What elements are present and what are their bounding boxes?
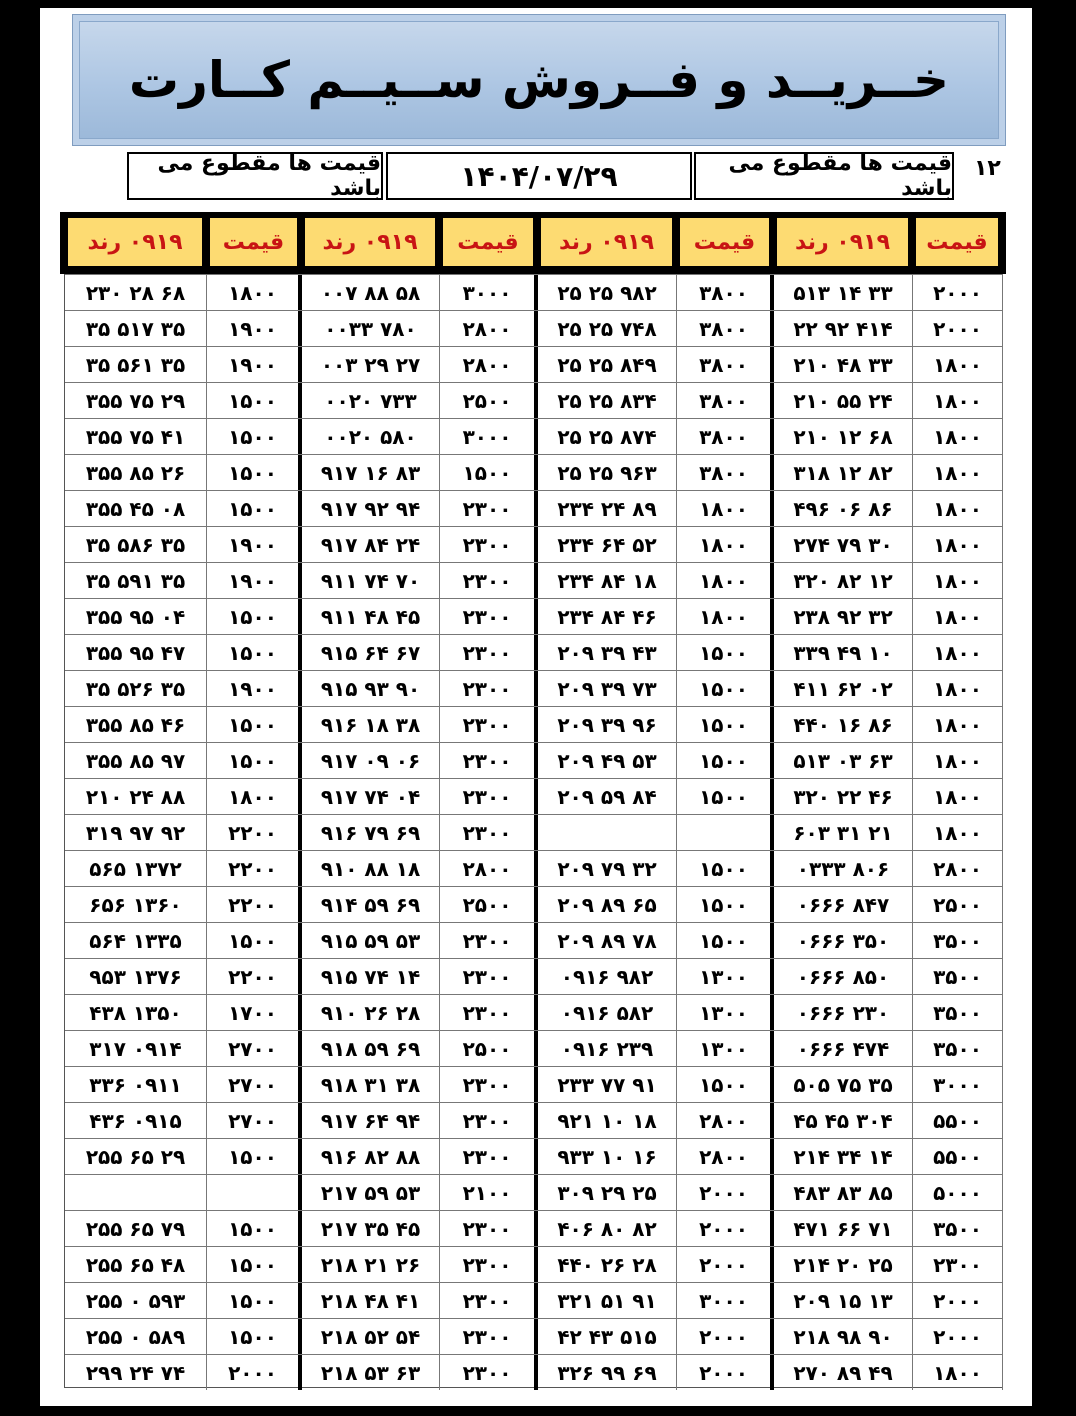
table-row — [65, 490, 1003, 526]
table-row — [65, 1102, 1003, 1138]
number-cell: ۴۷۱ ۶۶ ۷۱ — [774, 1211, 913, 1246]
number-cell: ۵۰۵ ۷۵ ۳۵ — [774, 1067, 913, 1102]
price-cell: ۲۳۰۰ — [440, 1067, 538, 1102]
number-cell: ۰۶۶۶ ۲۳۰ — [774, 995, 913, 1030]
number-cell: ۵۱۳ ۱۴ ۳۳ — [774, 275, 913, 310]
number-cell: ۲۱۸ ۹۸ ۹۰ — [774, 1319, 913, 1354]
price-cell: ۱۵۰۰ — [677, 923, 774, 958]
price-cell: ۲۷۰۰ — [207, 1031, 302, 1066]
table-row — [65, 1318, 1003, 1354]
number-cell: ۹۱۷ ۶۴ ۹۴ — [302, 1103, 440, 1138]
price-cell: ۱۵۰۰ — [207, 1319, 302, 1354]
price-cell: ۱۵۰۰ — [207, 383, 302, 418]
number-cell: ۹۳۳ ۱۰ ۱۶ — [538, 1139, 677, 1174]
number-cell: ۵۱۳ ۰۳ ۶۳ — [774, 743, 913, 778]
number-cell: ۰۶۶۶ ۴۷۴ — [774, 1031, 913, 1066]
price-cell: ۱۸۰۰ — [677, 599, 774, 634]
number-cell: ۳۱۹ ۹۷ ۹۲ — [65, 815, 207, 850]
number-cell: ۴۴۰ ۲۶ ۲۸ — [538, 1247, 677, 1282]
number-cell: ۲۰۹ ۵۹ ۸۴ — [538, 779, 677, 814]
price-cell — [677, 815, 774, 850]
price-table — [64, 274, 1002, 1388]
number-cell: ۹۲۱ ۱۰ ۱۸ — [538, 1103, 677, 1138]
number-cell: ۹۱۵ ۶۴ ۶۷ — [302, 635, 440, 670]
number-cell: ۲۱۸ ۴۸ ۴۱ — [302, 1283, 440, 1318]
price-cell: ۲۳۰۰ — [440, 563, 538, 598]
table-row — [65, 922, 1003, 958]
number-cell: ۳۲۱ ۵۱ ۹۱ — [538, 1283, 677, 1318]
price-cell: ۲۳۰۰ — [440, 1319, 538, 1354]
price-cell: ۱۸۰۰ — [913, 1355, 1003, 1390]
header-number: ۰۹۱۹ رند — [68, 218, 202, 266]
price-cell: ۳۵۰۰ — [913, 1211, 1003, 1246]
price-cell: ۱۵۰۰ — [207, 1247, 302, 1282]
price-cell: ۲۰۰۰ — [913, 1283, 1003, 1318]
number-cell: ۴۲ ۴۳ ۵۱۵ — [538, 1319, 677, 1354]
number-cell: ۳۵ ۵۱۷ ۳۵ — [65, 311, 207, 346]
number-cell: ۲۰۹ ۸۹ ۷۸ — [538, 923, 677, 958]
number-cell: ۲۳۸ ۹۲ ۳۲ — [774, 599, 913, 634]
price-cell: ۲۳۰۰ — [440, 491, 538, 526]
price-cell: ۲۸۰۰ — [440, 347, 538, 382]
price-cell: ۱۵۰۰ — [207, 923, 302, 958]
price-cell: ۵۰۰۰ — [913, 1175, 1003, 1210]
price-cell: ۱۸۰۰ — [913, 383, 1003, 418]
number-cell — [65, 1175, 207, 1210]
price-cell: ۱۵۰۰ — [677, 671, 774, 706]
number-cell: ۴۰۶ ۸۰ ۸۲ — [538, 1211, 677, 1246]
number-cell: ۵۶۵ ۱۳۷۲ — [65, 851, 207, 886]
number-cell: ۰۶۶۶ ۳۵۰ — [774, 923, 913, 958]
price-cell: ۱۳۰۰ — [677, 959, 774, 994]
number-cell: ۲۱۷ ۵۹ ۵۳ — [302, 1175, 440, 1210]
table-row — [65, 1210, 1003, 1246]
number-cell: ۲۱۰ ۴۸ ۳۳ — [774, 347, 913, 382]
number-cell: ۲۱۰ ۲۴ ۸۸ — [65, 779, 207, 814]
price-cell: ۱۵۰۰ — [207, 1211, 302, 1246]
number-cell: ۹۱۷ ۱۶ ۸۳ — [302, 455, 440, 490]
price-cell: ۲۳۰۰ — [913, 1247, 1003, 1282]
price-cell: ۱۵۰۰ — [207, 455, 302, 490]
table-row — [65, 562, 1003, 598]
number-cell: ۴۱۱ ۶۲ ۰۲ — [774, 671, 913, 706]
price-cell: ۲۰۰۰ — [677, 1355, 774, 1390]
price-cell: ۱۸۰۰ — [677, 527, 774, 562]
price-cell: ۱۸۰۰ — [913, 779, 1003, 814]
price-cell: ۲۵۰۰ — [440, 1031, 538, 1066]
header-number: ۰۹۱۹ رند — [541, 218, 672, 266]
price-cell: ۳۰۰۰ — [913, 1067, 1003, 1102]
number-cell: ۲۰۹ ۳۹ ۹۶ — [538, 707, 677, 742]
table-row — [65, 598, 1003, 634]
price-cell: ۲۳۰۰ — [440, 1283, 538, 1318]
table-row — [65, 634, 1003, 670]
number-cell: ۲۳۴ ۶۴ ۵۲ — [538, 527, 677, 562]
header-price: قیمت — [443, 218, 533, 266]
number-cell: ۹۱۶ ۱۸ ۳۸ — [302, 707, 440, 742]
price-cell: ۱۵۰۰ — [207, 635, 302, 670]
number-cell: ۰۰۳ ۲۹ ۲۷ — [302, 347, 440, 382]
number-cell: ۳۳۹ ۴۹ ۱۰ — [774, 635, 913, 670]
number-cell: ۹۱۷ ۹۲ ۹۴ — [302, 491, 440, 526]
table-row — [65, 274, 1003, 310]
table-row — [65, 1246, 1003, 1282]
price-cell: ۲۷۰۰ — [207, 1103, 302, 1138]
number-cell: ۹۱۰ ۸۸ ۱۸ — [302, 851, 440, 886]
price-cell: ۱۷۰۰ — [207, 995, 302, 1030]
number-cell: ۶۰۳ ۳۱ ۲۱ — [774, 815, 913, 850]
price-cell: ۲۰۰۰ — [913, 275, 1003, 310]
price-cell: ۲۳۰۰ — [440, 1211, 538, 1246]
price-cell: ۲۳۰۰ — [440, 527, 538, 562]
table-row — [65, 1030, 1003, 1066]
price-cell: ۱۵۰۰ — [207, 743, 302, 778]
price-cell: ۱۸۰۰ — [913, 563, 1003, 598]
price-cell: ۳۵۰۰ — [913, 1031, 1003, 1066]
header-price: قیمت — [680, 218, 769, 266]
price-cell: ۱۸۰۰ — [913, 707, 1003, 742]
table-row — [65, 1066, 1003, 1102]
number-cell: ۹۱۷ ۸۴ ۲۴ — [302, 527, 440, 562]
table-header — [60, 212, 1006, 274]
number-cell: ۴۸۳ ۸۳ ۸۵ — [774, 1175, 913, 1210]
number-cell: ۲۵ ۲۵ ۸۳۴ — [538, 383, 677, 418]
fixed-price-note-right: قیمت ها مقطوع می باشد — [694, 152, 954, 200]
number-cell: ۳۲۶ ۹۹ ۶۹ — [538, 1355, 677, 1390]
number-cell: ۲۳۴ ۸۴ ۱۸ — [538, 563, 677, 598]
price-cell: ۲۵۰۰ — [913, 887, 1003, 922]
table-row — [65, 994, 1003, 1030]
price-cell: ۱۹۰۰ — [207, 527, 302, 562]
price-cell: ۲۲۰۰ — [207, 887, 302, 922]
table-row — [65, 670, 1003, 706]
price-cell: ۲۵۰۰ — [440, 887, 538, 922]
price-cell: ۳۸۰۰ — [677, 455, 774, 490]
price-cell: ۱۵۰۰ — [677, 887, 774, 922]
price-cell: ۳۸۰۰ — [677, 275, 774, 310]
price-cell: ۲۳۰۰ — [440, 995, 538, 1030]
price-cell: ۳۵۰۰ — [913, 923, 1003, 958]
number-cell: ۲۰۹ ۷۹ ۳۲ — [538, 851, 677, 886]
table-row — [65, 1174, 1003, 1210]
price-cell: ۲۸۰۰ — [913, 851, 1003, 886]
table-row — [65, 850, 1003, 886]
table-row — [65, 958, 1003, 994]
price-cell: ۱۸۰۰ — [207, 275, 302, 310]
table-row — [65, 382, 1003, 418]
number-cell: ۲۰۹ ۴۹ ۵۳ — [538, 743, 677, 778]
number-cell: ۳۵۵ ۸۵ ۹۷ — [65, 743, 207, 778]
table-row — [65, 454, 1003, 490]
number-cell — [538, 815, 677, 850]
header-price: قیمت — [916, 218, 998, 266]
price-cell: ۱۳۰۰ — [677, 995, 774, 1030]
price-cell: ۲۲۰۰ — [207, 959, 302, 994]
number-cell: ۲۷۴ ۷۹ ۳۰ — [774, 527, 913, 562]
number-cell: ۳۵ ۵۲۶ ۳۵ — [65, 671, 207, 706]
number-cell: ۲۵۵ ۶۵ ۲۹ — [65, 1139, 207, 1174]
number-cell: ۹۱۸ ۳۱ ۳۸ — [302, 1067, 440, 1102]
number-cell: ۲۵ ۲۵ ۷۴۸ — [538, 311, 677, 346]
number-cell: ۹۱۵ ۹۳ ۹۰ — [302, 671, 440, 706]
price-cell: ۲۳۰۰ — [440, 1355, 538, 1390]
price-cell: ۱۸۰۰ — [913, 815, 1003, 850]
number-cell: ۶۵۶ ۱۳۶۰ — [65, 887, 207, 922]
price-cell: ۲۳۰۰ — [440, 707, 538, 742]
date-box: ۱۴۰۴/۰۷/۲۹ — [386, 152, 692, 200]
number-cell: ۹۱۷ ۷۴ ۰۴ — [302, 779, 440, 814]
table-row — [65, 1138, 1003, 1174]
number-cell: ۲۱۷ ۳۵ ۴۵ — [302, 1211, 440, 1246]
table-row — [65, 1354, 1003, 1390]
number-cell: ۳۰۹ ۲۹ ۲۵ — [538, 1175, 677, 1210]
number-cell: ۹۱۰ ۲۶ ۲۸ — [302, 995, 440, 1030]
number-cell: ۲۳۰ ۲۸ ۶۸ — [65, 275, 207, 310]
number-cell: ۳۳۶ ۰۹۱۱ — [65, 1067, 207, 1102]
number-cell: ۰۰۷ ۸۸ ۵۸ — [302, 275, 440, 310]
price-cell — [207, 1175, 302, 1210]
number-cell: ۲۳۴ ۲۴ ۸۹ — [538, 491, 677, 526]
price-cell: ۲۲۰۰ — [207, 815, 302, 850]
price-cell: ۱۵۰۰ — [677, 743, 774, 778]
table-row — [65, 778, 1003, 814]
price-cell: ۱۵۰۰ — [207, 1139, 302, 1174]
price-cell: ۲۸۰۰ — [440, 311, 538, 346]
price-cell: ۱۸۰۰ — [677, 563, 774, 598]
number-cell: ۲۵۵ ۰ ۵۸۹ — [65, 1319, 207, 1354]
number-cell: ۳۵۵ ۸۵ ۲۶ — [65, 455, 207, 490]
number-cell: ۳۵ ۵۶۱ ۳۵ — [65, 347, 207, 382]
price-cell: ۱۵۰۰ — [677, 851, 774, 886]
number-cell: ۹۱۵ ۷۴ ۱۴ — [302, 959, 440, 994]
fixed-price-note-left: قیمت ها مقطوع می باشد — [127, 152, 383, 200]
price-cell: ۱۹۰۰ — [207, 563, 302, 598]
price-cell: ۲۳۰۰ — [440, 923, 538, 958]
price-cell: ۲۸۰۰ — [677, 1103, 774, 1138]
price-cell: ۲۰۰۰ — [677, 1211, 774, 1246]
number-cell: ۳۲۰ ۲۲ ۴۶ — [774, 779, 913, 814]
number-cell: ۳۲۰ ۸۲ ۱۲ — [774, 563, 913, 598]
price-cell: ۳۸۰۰ — [677, 419, 774, 454]
table-row — [65, 742, 1003, 778]
number-cell: ۲۱۸ ۲۱ ۲۶ — [302, 1247, 440, 1282]
price-cell: ۲۳۰۰ — [440, 959, 538, 994]
number-cell: ۳۵۵ ۷۵ ۴۱ — [65, 419, 207, 454]
price-cell: ۲۳۰۰ — [440, 1247, 538, 1282]
price-cell: ۱۸۰۰ — [677, 491, 774, 526]
number-cell: ۲۵ ۲۵ ۹۸۲ — [538, 275, 677, 310]
price-cell: ۲۰۰۰ — [207, 1355, 302, 1390]
header-price: قیمت — [210, 218, 297, 266]
number-cell: ۲۳۴ ۸۴ ۴۶ — [538, 599, 677, 634]
price-cell: ۳۰۰۰ — [440, 419, 538, 454]
header-number: ۰۹۱۹ رند — [305, 218, 435, 266]
price-cell: ۲۳۰۰ — [440, 815, 538, 850]
price-cell: ۲۸۰۰ — [677, 1139, 774, 1174]
number-cell: ۰۰۳۳ ۷۸۰ — [302, 311, 440, 346]
number-cell: ۲۹۹ ۲۴ ۷۴ — [65, 1355, 207, 1390]
number-cell: ۲۱۰ ۵۵ ۲۴ — [774, 383, 913, 418]
page-number: ۱۲ — [974, 156, 1001, 181]
number-cell: ۳۵۵ ۹۵ ۴۷ — [65, 635, 207, 670]
number-cell: ۲۵۵ ۶۵ ۴۸ — [65, 1247, 207, 1282]
price-cell: ۲۲۰۰ — [207, 851, 302, 886]
table-row — [65, 706, 1003, 742]
number-cell: ۲۲ ۹۲ ۴۱۴ — [774, 311, 913, 346]
number-cell: ۲۱۴ ۲۰ ۲۵ — [774, 1247, 913, 1282]
number-cell: ۴۳۶ ۰۹۱۵ — [65, 1103, 207, 1138]
number-cell: ۲۵۵ ۶۵ ۷۹ — [65, 1211, 207, 1246]
table-row — [65, 814, 1003, 850]
number-cell: ۹۱۴ ۵۹ ۶۹ — [302, 887, 440, 922]
number-cell: ۴۴۰ ۱۶ ۸۶ — [774, 707, 913, 742]
price-cell: ۲۳۰۰ — [440, 1103, 538, 1138]
price-cell: ۱۹۰۰ — [207, 671, 302, 706]
number-cell: ۲۳۳ ۷۷ ۹۱ — [538, 1067, 677, 1102]
page-title: خــریــد و فــروش ســیــم کــارت — [128, 51, 950, 109]
price-cell: ۵۵۰۰ — [913, 1139, 1003, 1174]
price-cell: ۲۰۰۰ — [913, 1319, 1003, 1354]
number-cell: ۰۹۱۶ ۲۳۹ — [538, 1031, 677, 1066]
number-cell: ۴۳۸ ۱۳۵۰ — [65, 995, 207, 1030]
number-cell: ۵۶۴ ۱۳۳۵ — [65, 923, 207, 958]
table-row — [65, 346, 1003, 382]
number-cell: ۳۱۸ ۱۲ ۸۲ — [774, 455, 913, 490]
price-cell: ۱۵۰۰ — [207, 599, 302, 634]
number-cell: ۹۱۷ ۰۹ ۰۶ — [302, 743, 440, 778]
number-cell: ۲۷۰ ۸۹ ۴۹ — [774, 1355, 913, 1390]
number-cell: ۰۰۲۰ ۷۳۳ — [302, 383, 440, 418]
number-cell: ۰۶۶۶ ۸۵۰ — [774, 959, 913, 994]
price-cell: ۱۸۰۰ — [913, 599, 1003, 634]
number-cell: ۰۹۱۶ ۵۸۲ — [538, 995, 677, 1030]
number-cell: ۹۱۸ ۵۹ ۶۹ — [302, 1031, 440, 1066]
title-banner — [72, 14, 1006, 146]
price-cell: ۲۸۰۰ — [440, 851, 538, 886]
number-cell: ۹۱۶ ۸۲ ۸۸ — [302, 1139, 440, 1174]
price-cell: ۲۳۰۰ — [440, 635, 538, 670]
price-cell: ۲۷۰۰ — [207, 1067, 302, 1102]
number-cell: ۳۱۷ ۰۹۱۴ — [65, 1031, 207, 1066]
table-row — [65, 526, 1003, 562]
price-cell: ۵۵۰۰ — [913, 1103, 1003, 1138]
price-cell: ۱۸۰۰ — [913, 635, 1003, 670]
price-cell: ۱۸۰۰ — [207, 779, 302, 814]
price-cell: ۲۳۰۰ — [440, 743, 538, 778]
price-cell: ۱۸۰۰ — [913, 671, 1003, 706]
number-cell: ۲۰۹ ۱۵ ۱۳ — [774, 1283, 913, 1318]
price-cell: ۲۰۰۰ — [677, 1247, 774, 1282]
price-cell: ۱۸۰۰ — [913, 347, 1003, 382]
price-cell: ۱۵۰۰ — [677, 779, 774, 814]
price-cell: ۲۱۰۰ — [440, 1175, 538, 1210]
price-cell: ۱۸۰۰ — [913, 527, 1003, 562]
price-cell: ۳۸۰۰ — [677, 383, 774, 418]
price-cell: ۳۰۰۰ — [440, 275, 538, 310]
price-cell: ۲۵۰۰ — [440, 383, 538, 418]
number-cell: ۲۰۹ ۳۹ ۴۳ — [538, 635, 677, 670]
price-cell: ۱۵۰۰ — [440, 455, 538, 490]
number-cell: ۲۱۰ ۱۲ ۶۸ — [774, 419, 913, 454]
price-cell: ۲۰۰۰ — [677, 1319, 774, 1354]
price-cell: ۱۸۰۰ — [913, 419, 1003, 454]
price-cell: ۲۳۰۰ — [440, 671, 538, 706]
number-cell: ۲۵ ۲۵ ۸۷۴ — [538, 419, 677, 454]
price-cell: ۱۸۰۰ — [913, 491, 1003, 526]
price-cell: ۱۸۰۰ — [913, 743, 1003, 778]
number-cell: ۰۶۶۶ ۸۴۷ — [774, 887, 913, 922]
price-cell: ۱۹۰۰ — [207, 347, 302, 382]
number-cell: ۳۵۵ ۷۵ ۲۹ — [65, 383, 207, 418]
price-cell: ۱۵۰۰ — [207, 1283, 302, 1318]
number-cell: ۹۵۳ ۱۳۷۶ — [65, 959, 207, 994]
number-cell: ۳۵۵ ۹۵ ۰۴ — [65, 599, 207, 634]
number-cell: ۲۵ ۲۵ ۹۶۳ — [538, 455, 677, 490]
number-cell: ۲۵ ۲۵ ۸۴۹ — [538, 347, 677, 382]
table-row — [65, 886, 1003, 922]
price-cell: ۱۹۰۰ — [207, 311, 302, 346]
number-cell: ۲۱۴ ۳۴ ۱۴ — [774, 1139, 913, 1174]
number-cell: ۴۵ ۴۵ ۳۰۴ — [774, 1103, 913, 1138]
price-cell: ۱۵۰۰ — [677, 1067, 774, 1102]
number-cell: ۳۵ ۵۸۶ ۳۵ — [65, 527, 207, 562]
price-cell: ۳۸۰۰ — [677, 311, 774, 346]
number-cell: ۳۵۵ ۸۵ ۴۶ — [65, 707, 207, 742]
price-cell: ۲۰۰۰ — [913, 311, 1003, 346]
price-cell: ۱۵۰۰ — [207, 491, 302, 526]
price-cell: ۱۵۰۰ — [677, 707, 774, 742]
price-cell: ۱۵۰۰ — [207, 707, 302, 742]
number-cell: ۴۹۶ ۰۶ ۸۶ — [774, 491, 913, 526]
table-row — [65, 418, 1003, 454]
price-cell: ۳۵۰۰ — [913, 959, 1003, 994]
price-cell: ۲۳۰۰ — [440, 1139, 538, 1174]
number-cell: ۰۰۲۰ ۵۸۰ — [302, 419, 440, 454]
table-row — [65, 310, 1003, 346]
price-cell: ۲۳۰۰ — [440, 779, 538, 814]
number-cell: ۰۹۱۶ ۹۸۲ — [538, 959, 677, 994]
number-cell: ۳۵ ۵۹۱ ۳۵ — [65, 563, 207, 598]
number-cell: ۲۱۸ ۵۲ ۵۴ — [302, 1319, 440, 1354]
price-cell: ۱۳۰۰ — [677, 1031, 774, 1066]
number-cell: ۲۰۹ ۸۹ ۶۵ — [538, 887, 677, 922]
header-number: ۰۹۱۹ رند — [777, 218, 908, 266]
number-cell: ۳۵۵ ۴۵ ۰۸ — [65, 491, 207, 526]
number-cell: ۹۱۶ ۷۹ ۶۹ — [302, 815, 440, 850]
number-cell: ۹۱۱ ۷۴ ۷۰ — [302, 563, 440, 598]
price-cell: ۱۵۰۰ — [207, 419, 302, 454]
number-cell: ۹۱۵ ۵۹ ۵۳ — [302, 923, 440, 958]
price-cell: ۳۰۰۰ — [677, 1283, 774, 1318]
number-cell: ۹۱۱ ۴۸ ۴۵ — [302, 599, 440, 634]
number-cell: ۰۳۳۳ ۸۰۶ — [774, 851, 913, 886]
price-cell: ۲۰۰۰ — [677, 1175, 774, 1210]
price-cell: ۱۵۰۰ — [677, 635, 774, 670]
price-cell: ۳۸۰۰ — [677, 347, 774, 382]
number-cell: ۲۱۸ ۵۳ ۶۳ — [302, 1355, 440, 1390]
price-cell: ۳۵۰۰ — [913, 995, 1003, 1030]
number-cell: ۲۰۹ ۳۹ ۷۳ — [538, 671, 677, 706]
price-cell: ۲۳۰۰ — [440, 599, 538, 634]
table-row — [65, 1282, 1003, 1318]
price-cell: ۱۸۰۰ — [913, 455, 1003, 490]
number-cell: ۲۵۵ ۰ ۵۹۳ — [65, 1283, 207, 1318]
